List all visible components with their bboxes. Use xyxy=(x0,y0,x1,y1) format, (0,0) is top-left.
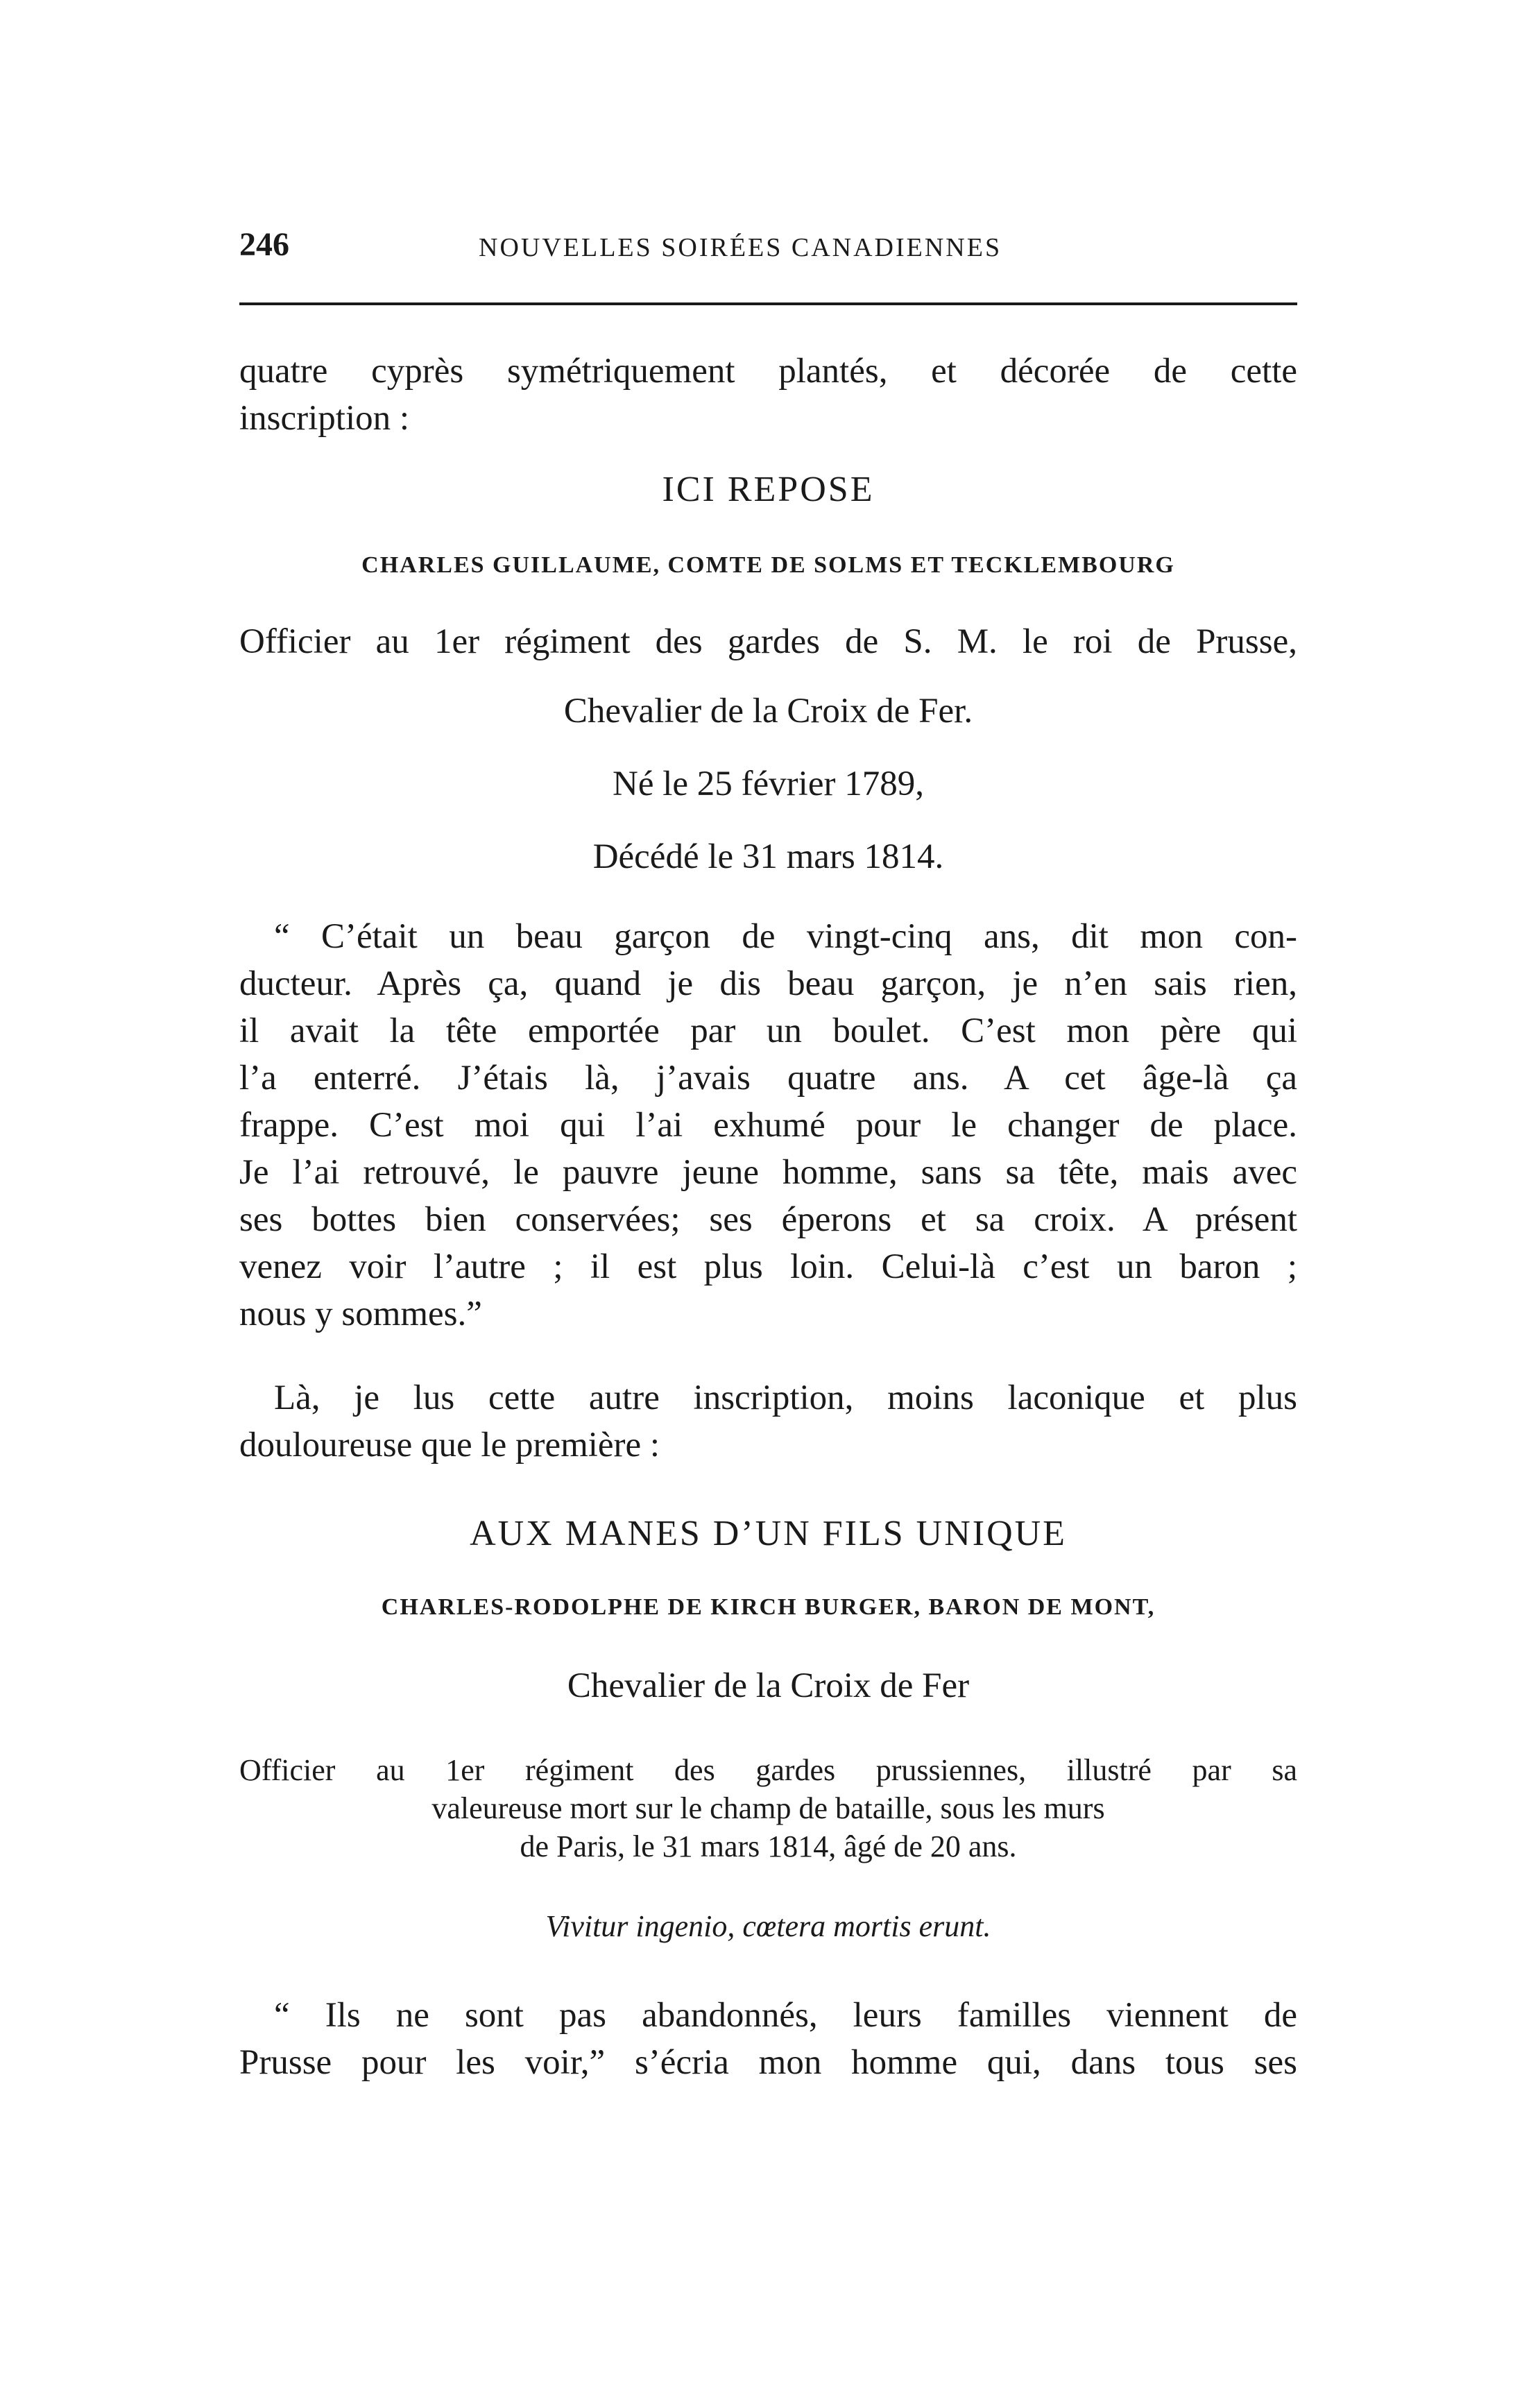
text-line: CHARLES-RODOLPHE DE KIRCH BURGER, BARON DE MONT, xyxy=(381,1594,1156,1620)
text-line: Chevalier de la Croix de Fer xyxy=(567,1666,970,1705)
text-line: Né le 25 février 1789, xyxy=(613,765,924,803)
text-line: Décédé le 31 mars 1814. xyxy=(592,837,944,876)
text-line: “ C’était un beau garçon de vingt-cinq ans, dit mon con- xyxy=(274,917,1297,956)
text-line: quatre cyprès symétriquement plantés, et décorée de cette xyxy=(239,352,1297,391)
text-line: inscription : xyxy=(239,399,410,438)
text-line: valeureuse mort sur le champ de bataille, sous les murs xyxy=(431,1791,1105,1825)
text-line: CHARLES GUILLAUME, COMTE DE SOLMS ET TECKLEMBOURG xyxy=(361,552,1175,578)
text-line: AUX MANES D’UN FILS UNIQUE xyxy=(470,1514,1067,1553)
text-line: frappe. C’est moi qui l’ai exhumé pour le changer de place. xyxy=(239,1106,1297,1145)
text-line: de Paris, le 31 mars 1814, âgé de 20 ans. xyxy=(520,1829,1017,1863)
text-line: Prusse pour les voir,” s’écria mon homme qui, dans tous ses xyxy=(239,2043,1297,2082)
text-line: nous y sommes.” xyxy=(239,1295,482,1333)
text-line: douloureuse que le première : xyxy=(239,1426,660,1465)
text-line: il avait la tête emportée par un boulet. C’est mon père qui xyxy=(239,1011,1297,1050)
page-number: 246 xyxy=(239,226,289,263)
text-line: l’a enterré. J’étais là, j’avais quatre ans. A cet âge-là ça xyxy=(239,1059,1297,1098)
text-line: Officier au 1er régiment des gardes de S. M. le roi de Prusse, xyxy=(239,622,1297,661)
text-line: Officier au 1er régiment des gardes prussiennes, illustré par sa xyxy=(239,1753,1297,1787)
text-line: ducteur. Après ça, quand je dis beau garçon, je n’en sais rien, xyxy=(239,964,1297,1003)
text-line: Vivitur ingenio, cœtera mortis erunt. xyxy=(545,1909,991,1943)
text-line: Chevalier de la Croix de Fer. xyxy=(563,692,973,731)
running-head: NOUVELLES SOIRÉES CANADIENNES xyxy=(479,233,1002,262)
header-rule xyxy=(239,302,1297,305)
text-line: ICI REPOSE xyxy=(662,470,875,509)
text-line: ses bottes bien conservées; ses éperons et sa croix. A présent xyxy=(239,1200,1297,1239)
text-line: Là, je lus cette autre inscription, moins laconique et plus xyxy=(274,1378,1297,1417)
text-line: Je l’ai retrouvé, le pauvre jeune homme, sans sa tête, mais avec xyxy=(239,1153,1297,1192)
page-header xyxy=(239,225,1297,274)
text-line: venez voir l’autre ; il est plus loin. Celui-là c’est un baron ; xyxy=(239,1247,1297,1286)
text-line: “ Ils ne sont pas abandonnés, leurs familles viennent de xyxy=(274,1996,1297,2035)
